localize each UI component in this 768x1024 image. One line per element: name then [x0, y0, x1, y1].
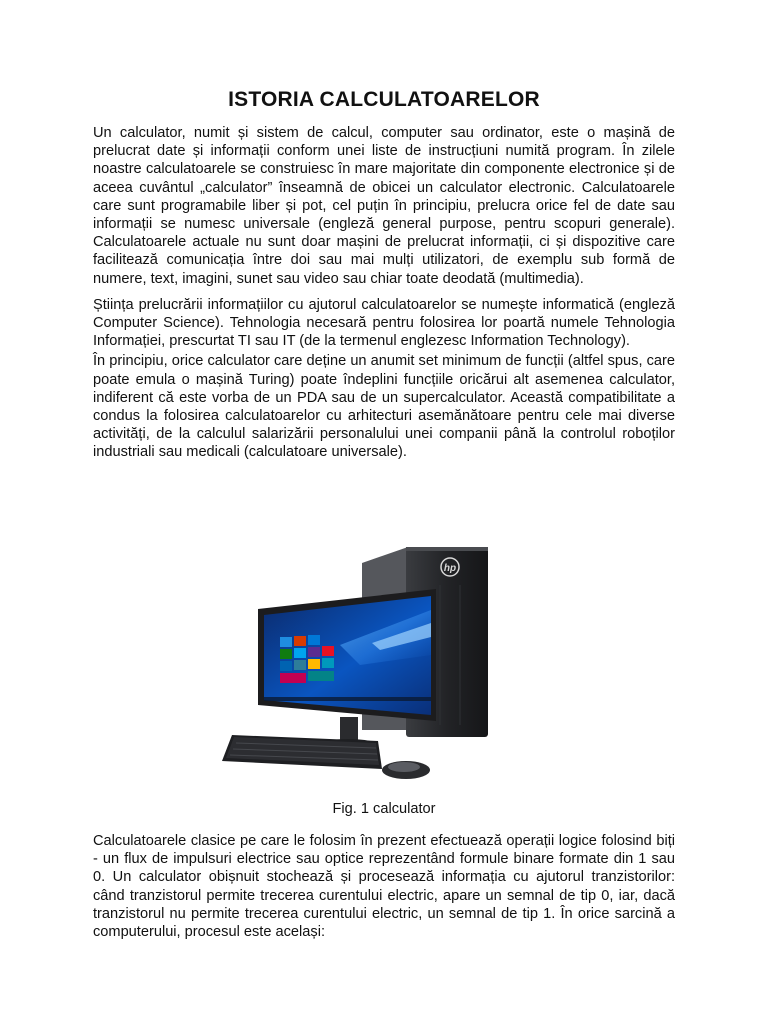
- document-body: [93, 88, 675, 462]
- paragraph-1: Un calculator, numit și sistem de calcul, computer sau ordinator, este o mașină de prelucrat date și informații conform unei liste de instrucțiuni numită program. În zilele noastre calculatoarele se construiesc în mare majoritate din componente electronice și de aceea cuvântul „calculator” înseamnă de obicei un calculator electronic. Calculatoarele care sunt programabile liber și pot, cel puțin în principiu, prelucra orice fel de date sau informații se numesc universale (engleză general purpose, pentru scopuri generale). Calculatoarele actuale nu sunt doar mașini de prelucrat informații, ci și dispozitive care facilitează comunicația între doi sau mai mulți utilizatori, de exemplu sub formă de numere, text, imagini, sunet sau video sau chiar toate deodată (multimedia).: [93, 125, 675, 287]
- computer-figure: [0, 525, 768, 795]
- desktop-computer-illustration: [0, 525, 768, 795]
- figure-caption: Fig. 1 calculator: [332, 801, 436, 817]
- mouse: [382, 761, 430, 779]
- paragraph-2: Știința prelucrării informațiilor cu ajutorul calculatoarelor se numește informatică (engleză Computer Science). Tehnologia necesară pentru folosirea lor poartă numele Tehnologia Informației, prescurtat TI sau IT (de la termenul englezesc Information Technology).: [93, 296, 675, 350]
- page-title: ISTORIA CALCULATOARELOR: [228, 88, 540, 111]
- paragraph-3: În principiu, orice calculator care deține un anumit set minimum de funcții (altfel spus, care poate emula o mașină Turing) poate îndeplini funcțiile oricărui alt asemenea calculator, indiferent că este vorba de un PDA sau de un supercalculator. Această compatibilitate a condus la folosirea calculatoarelor cu arhitecturi asemănătoare pentru cele mai diverse activități, de la calculul salarizării personalului unei companii până la controlul roboților industriali sau medicali (calculatoare universale).: [93, 353, 675, 461]
- paragraph-4: Calculatoarele clasice pe care le folosim în prezent efectuează operații logice folosind biți - un flux de impulsuri electrice sau optice reprezentând formule binare formate din 1 sau 0. Un calculator obișnuit stochează și procesează informația cu ajutorul tranzistorilor: când tranzistorul permite trecerea curentului electric, apare un semnal de tip 0, iar, dacă tranzistorul nu permite trecerea curentului electric, un semnal de tip 1. În orice sarcină a computerului, procesul este același:: [93, 833, 675, 941]
- hp-logo-text: hp: [443, 563, 457, 574]
